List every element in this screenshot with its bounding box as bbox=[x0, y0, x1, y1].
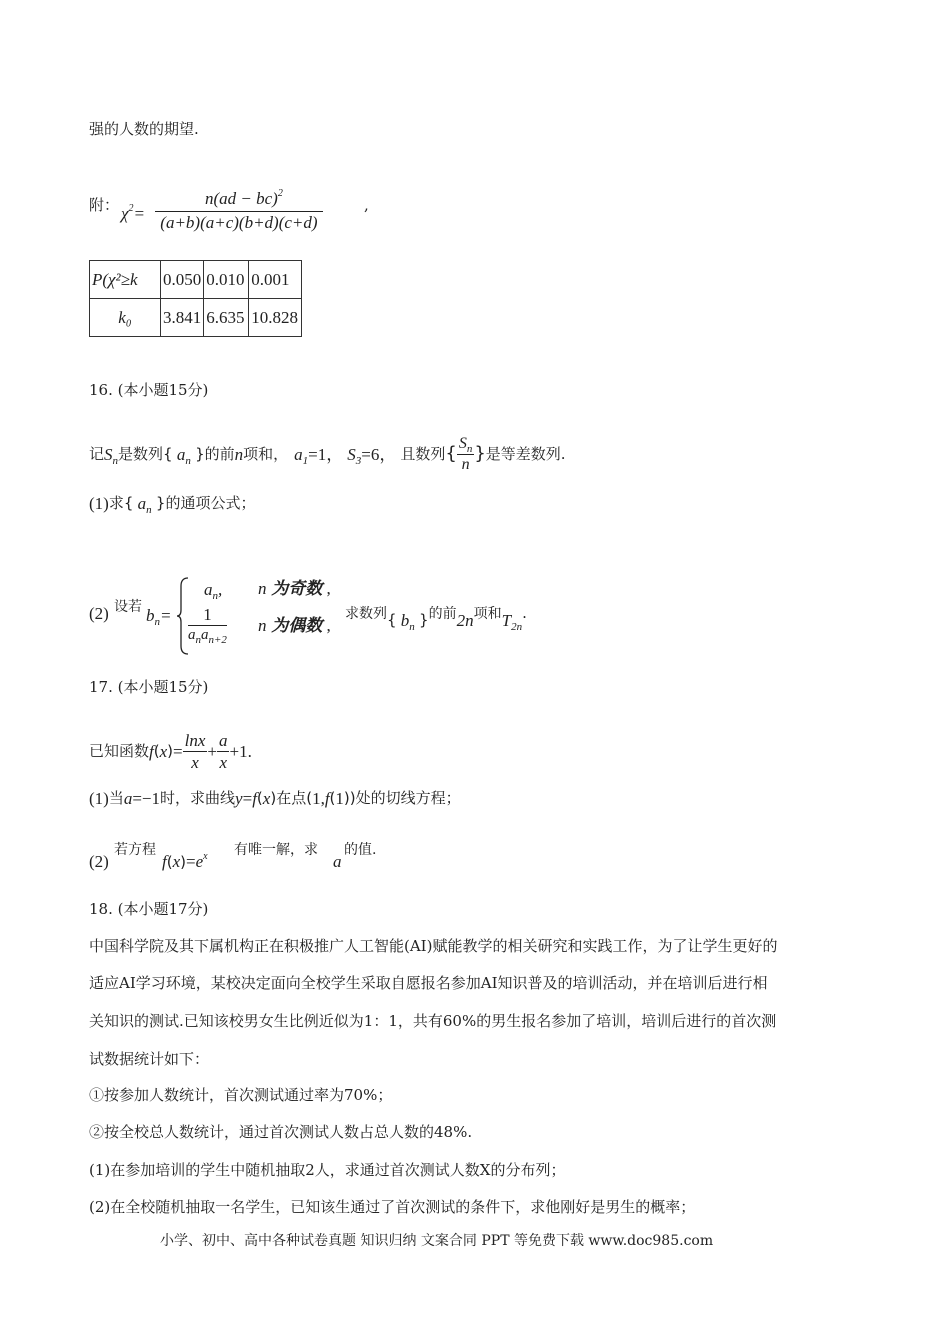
formula-numerator: n(ad − bc) bbox=[205, 189, 278, 208]
q17-part2-a: 若方程 bbox=[114, 842, 156, 858]
q18-line: 适应AI学习环境，某校决定面向全校学生采取自愿报名参加AI知识普及的培训活动，并在培训后进行相 bbox=[89, 974, 768, 992]
q16-part2-prefix: (2) bbox=[89, 604, 109, 623]
q18-part1: (1)在参加培训的学生中随机抽取2人，求通过首次测试人数X的分布列； bbox=[89, 1161, 566, 1179]
q16-heading: 16. (本小题15分) bbox=[89, 381, 209, 399]
case2-condition: n 为偶数 , bbox=[258, 616, 331, 636]
case1-value: $a_n$, bbox=[204, 580, 223, 602]
q17-part2-prefix: (2) bbox=[89, 852, 109, 871]
table-cell: k₀ bbox=[90, 299, 161, 337]
page-footer: 小学、初中、高中各种试卷真题 知识归纳 文案合同 PPT 等免费下载 www.doc985.com bbox=[160, 1233, 714, 1249]
bn-symbol: $b_n=$ bbox=[146, 606, 172, 628]
q17-part1: (1) 当 a =−1 时，求曲线 y = f ( x ) 在点 ( 1, f ( 1 )) 处的切线方程； bbox=[89, 789, 461, 808]
q17-stem: 已知函数 f ( x ) = $\frac{\ln x}{x}$ + $\frac{a}{x}$ +1. bbox=[89, 730, 252, 772]
q17-part2-c: 的值. bbox=[344, 842, 377, 858]
q16-stem: 记 $S_n$ 是数列 { $a_n$ } 的前 n 项和， $a_1$ =1， $S_3$ =6， 且数列 { $\frac{S_n}{n}$ } 是等差数列. bbox=[89, 434, 566, 473]
q17-heading: 17. (本小题15分) bbox=[89, 678, 209, 696]
q18-heading: 18. (本小题17分) bbox=[89, 900, 209, 918]
formula-denominator: (a+b)(a+c)(b+d)(c+d) bbox=[160, 213, 318, 232]
critical-value-table bbox=[89, 260, 302, 337]
table-cell: P(χ²≥k bbox=[90, 261, 161, 299]
chi-squared-symbol: $\chi^2=$ bbox=[121, 203, 145, 223]
q18-condition-2: ②按全校总人数统计，通过首次测试人数占总人数的48%. bbox=[89, 1123, 473, 1141]
table-cell: 0.050 bbox=[161, 261, 204, 299]
table-cell: 0.010 bbox=[204, 261, 249, 299]
q18-part2: (2)在全校随机抽取一名学生，已知该生通过了首次测试的条件下，求他刚好是男生的概率； bbox=[89, 1198, 696, 1216]
q16-part2-tail: 求数列 { $b_n$ } 的前 2n 项和 $T_{2n}$ . bbox=[345, 604, 527, 633]
q18-line: 中国科学院及其下属机构正在积极推广人工智能(AI)赋能教学的相关研究和实践工作，为了让学生更好的 bbox=[89, 937, 778, 955]
chi-squared-formula: $\frac{n(ad - bc)^2}{(a+b)(a+c)(b+d)(c+d)}$ bbox=[155, 190, 323, 231]
q17-part2-b: 有唯一解，求 bbox=[234, 842, 318, 858]
q17-equation: $f(x)=e^x$ bbox=[162, 851, 208, 871]
formula-comma: , bbox=[364, 196, 369, 214]
q18-condition-1: ①按参加人数统计，首次测试通过率为70%； bbox=[89, 1086, 393, 1104]
q16-part2-lead: 设若 bbox=[114, 599, 142, 615]
case1-condition: n 为奇数 , bbox=[258, 579, 331, 599]
q18-line: 关知识的测试.已知该校男女生比例近似为1：1，共有60%的男生报名参加了培训，培训后进行的首次测 bbox=[89, 1012, 777, 1030]
table-row bbox=[90, 299, 302, 337]
q16-part1: (1) 求 { $a_n$ } 的通项公式； bbox=[89, 494, 256, 516]
table-cell: 0.001 bbox=[249, 261, 302, 299]
table-cell: 10.828 bbox=[249, 299, 302, 337]
table-cell: 3.841 bbox=[161, 299, 204, 337]
table-cell: 6.635 bbox=[204, 299, 249, 337]
case2-value: $\frac{1}{a_na_{n+2}}$ bbox=[188, 605, 227, 646]
table-row bbox=[90, 261, 302, 299]
continued-text: 强的人数的期望. bbox=[89, 120, 199, 138]
q17-param-a: a bbox=[333, 852, 342, 871]
q18-line: 试数据统计如下： bbox=[89, 1050, 210, 1068]
appendix-label: 附： bbox=[89, 196, 120, 214]
